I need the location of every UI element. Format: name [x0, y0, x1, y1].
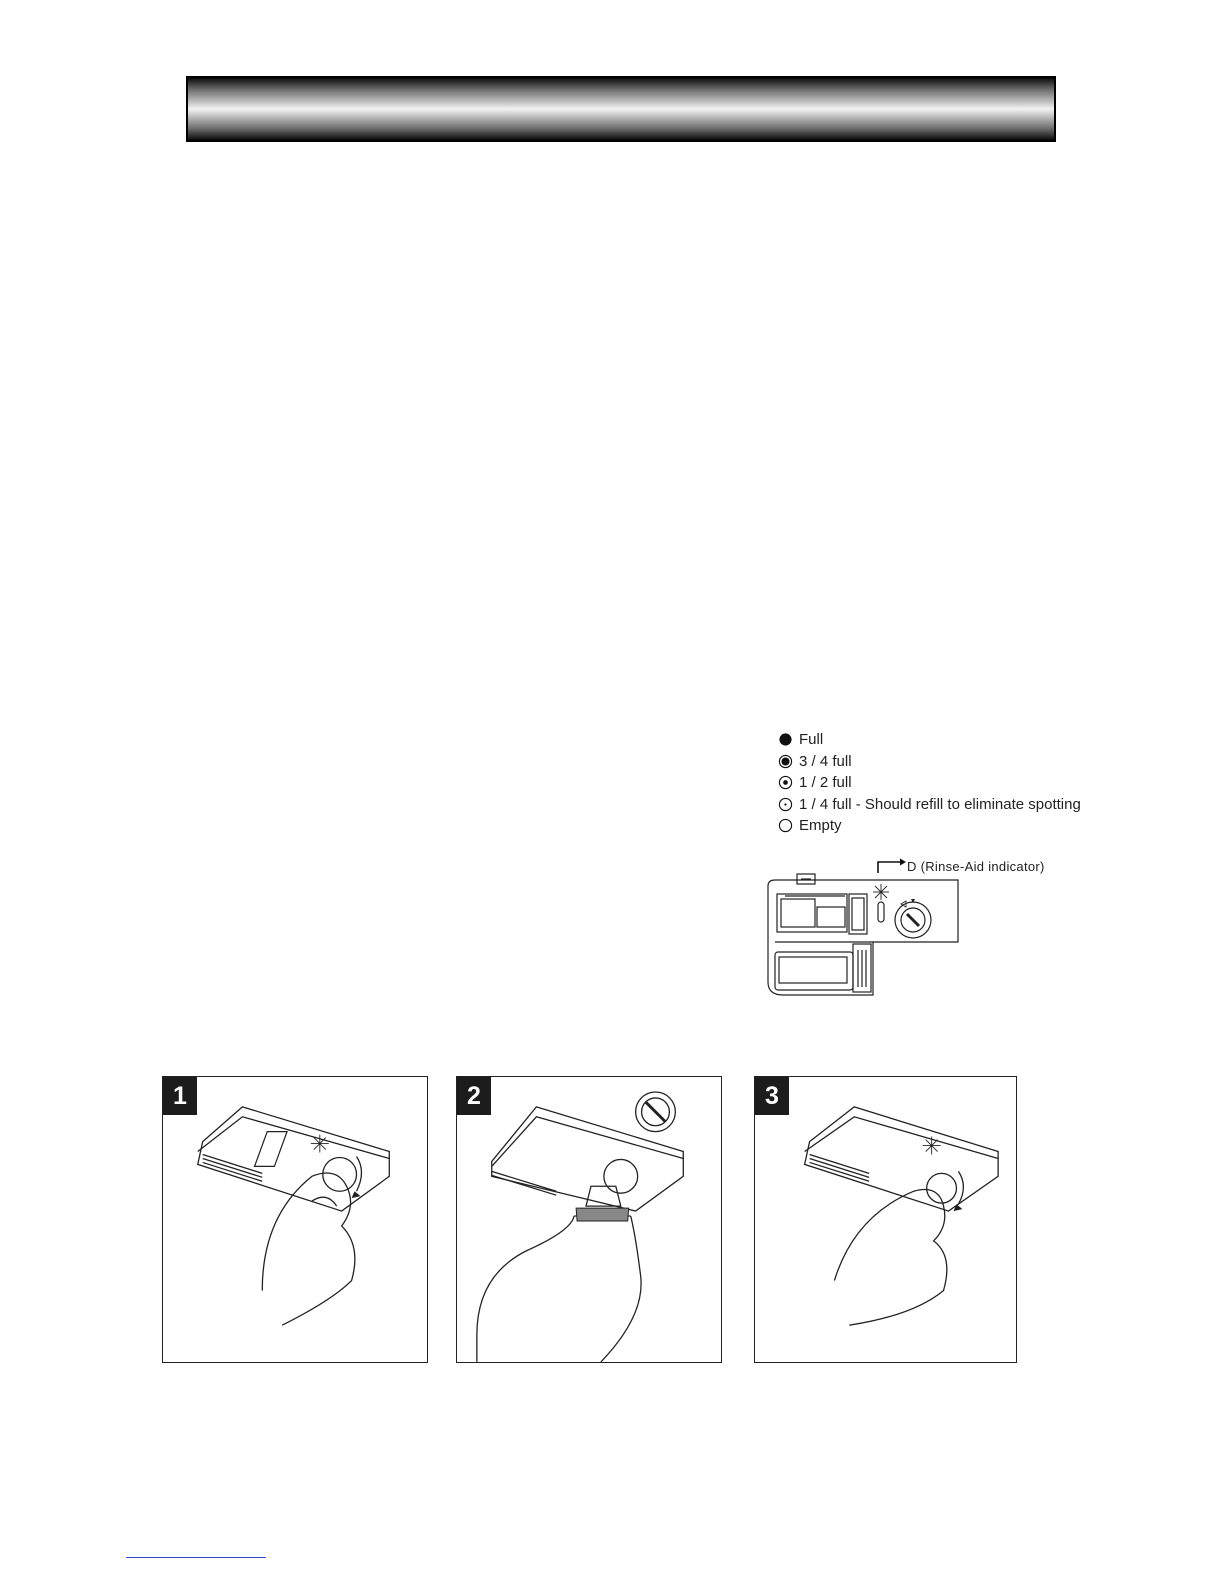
step-panel-3	[754, 1076, 1017, 1363]
footer-link-underline	[126, 1557, 266, 1558]
quarter-circle-icon	[778, 797, 793, 812]
full-circle-icon	[778, 732, 793, 747]
rinse-aid-indicator-text: D (Rinse-Aid indicator)	[907, 858, 1045, 874]
legend-label: 1 / 4 full - Should refill to eliminate spotting	[799, 795, 1081, 813]
dispenser-diagram	[765, 872, 960, 997]
step-number-badge: 2	[457, 1077, 491, 1115]
empty-circle-icon	[778, 818, 793, 833]
legend-item-quarter	[778, 794, 1138, 816]
three-quarter-circle-icon	[778, 754, 793, 769]
open-cap-illustration	[163, 1077, 427, 1362]
rinse-aid-level-legend	[778, 729, 1138, 837]
legend-item-half	[778, 772, 1138, 794]
step-number-badge: 1	[163, 1077, 197, 1115]
legend-item-empty	[778, 815, 1138, 837]
legend-label: Empty	[799, 817, 842, 835]
step-panel-1	[162, 1076, 428, 1363]
legend-label: 3 / 4 full	[799, 752, 852, 770]
legend-label: Full	[799, 731, 824, 749]
step-panel-2	[456, 1076, 722, 1363]
legend-item-three-quarter	[778, 751, 1138, 773]
legend-item-full	[778, 729, 1138, 751]
step-number-badge: 3	[755, 1077, 789, 1115]
close-cap-illustration	[755, 1077, 1016, 1362]
half-circle-icon	[778, 775, 793, 790]
fill-rinse-aid-illustration	[457, 1077, 721, 1362]
section-title-bar	[186, 76, 1056, 142]
legend-label: 1 / 2 full	[799, 774, 852, 792]
